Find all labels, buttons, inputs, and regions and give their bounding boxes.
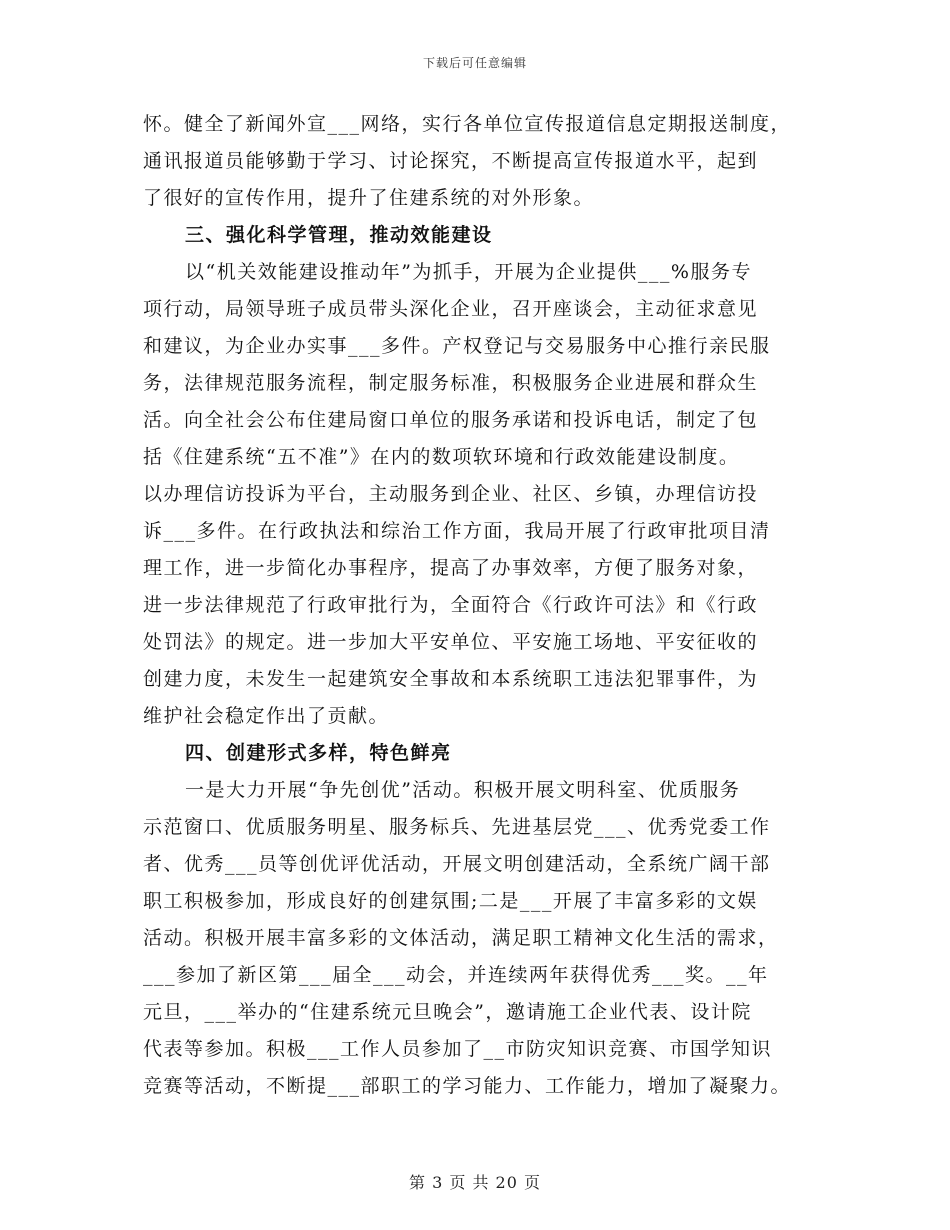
text-line: 维护社会稳定作出了贡献。: [143, 705, 390, 727]
text-line: 通讯报道员能够勤于学习、讨论探究，不断提高宣传报道水平，起到: [143, 150, 759, 172]
text-line: 进一步法律规范了行政审批行为，全面符合《行政许可法》和《行政: [143, 594, 759, 616]
text-line: 一是大力开展“争先创优”活动。积极开展文明科室、优质服务: [185, 779, 741, 801]
text-line: 活。向全社会公布住建局窗口单位的服务承诺和投诉电话，制定了包: [143, 409, 759, 431]
text-line: 创建力度，未发生一起建筑安全事故和本系统职工违法犯罪事件，为: [143, 668, 759, 690]
text-line: 诉___多件。在行政执法和综治工作方面，我局开展了行政审批项目清: [143, 520, 771, 542]
text-line: 示范窗口、优质服务明星、服务标兵、先进基层党___、优秀党委工作: [143, 816, 771, 838]
text-line: 代表等参加。积极___工作人员参加了__市防灾知识竞赛、市国学知识: [143, 1038, 773, 1060]
text-line: 务，法律规范服务流程，制定服务标准，积极服务企业进展和群众生: [143, 372, 759, 394]
document-body: [143, 106, 823, 1105]
text-line: 元旦，___举办的“住建系统元旦晚会”，邀请施工企业代表、设计院: [143, 1001, 752, 1023]
section-heading-4: 四、创建形式多样，特色鲜亮: [185, 742, 452, 764]
text-line: 和建议，为企业办实事___多件。产权登记与交易服务中心推行亲民服: [143, 335, 771, 357]
section-heading-3: 三、强化科学管理，推动效能建设: [185, 224, 493, 246]
text-line: 项行动，局领导班子成员带头深化企业，召开座谈会，主动征求意见: [143, 298, 759, 320]
text-line: 者、优秀___员等创优评优活动，开展文明创建活动，全系统广阔干部: [143, 853, 771, 875]
text-line: 括《住建系统“五不准”》在内的数项软环境和行政效能建设制度。: [143, 446, 740, 468]
text-line: ___参加了新区第___届全___动会，并连续两年获得优秀___奖。__年: [143, 964, 769, 986]
text-line: 怀。健全了新闻外宣___网络，实行各单位宣传报道信息定期报送制度，: [143, 113, 792, 135]
text-line: 职工积极参加，形成良好的创建氛围;二是___开展了丰富多彩的文娱: [143, 890, 758, 912]
text-line: 以“机关效能建设推动年”为抓手，开展为企业提供___%服务专: [185, 261, 752, 283]
page-number: 第 3 页 共 20 页: [409, 1173, 541, 1192]
text-line: 活动。积极开展丰富多彩的文体活动，满足职工精神文化生活的需求，: [143, 927, 779, 949]
text-line: 了很好的宣传作用，提升了住建系统的对外形象。: [143, 187, 595, 209]
text-line: 处罚法》的规定。进一步加大平安单位、平安施工场地、平安征收的: [143, 631, 759, 653]
text-line: 竞赛等活动，不断提___部职工的学习能力、工作能力，增加了凝聚力。: [143, 1075, 792, 1097]
text-line: 理工作，进一步简化办事程序，提高了办事效率，方便了服务对象，: [143, 557, 759, 579]
page-header: 下载后可任意编辑: [422, 56, 527, 70]
text-line: 以办理信访投诉为平台，主动服务到企业、社区、乡镇，办理信访投: [143, 483, 759, 505]
